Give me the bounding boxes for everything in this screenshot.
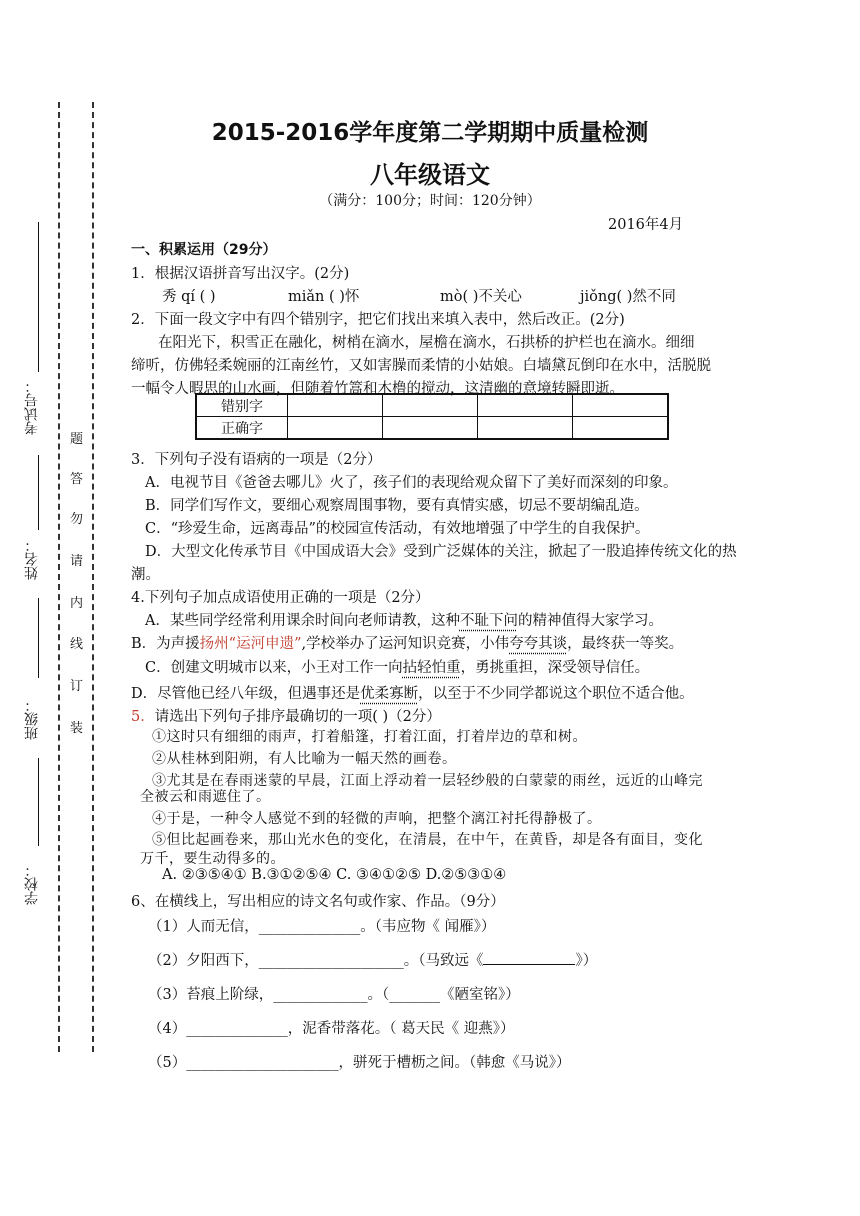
section-heading: 一、积累运用（29分）	[131, 242, 277, 258]
q4-b-text-end: ，最终获一等奖。	[567, 636, 684, 652]
q2-row-label-wrong: 错别字	[196, 394, 288, 417]
q1-item-2[interactable]: miǎn ( )怀	[288, 289, 360, 305]
q2-cell[interactable]	[573, 394, 669, 417]
q5-sentence-3-line-1: ③尤其是在春雨迷蒙的早晨，江面上浮动着一层轻纱般的白蒙蒙的雨丝，远近的山峰完	[152, 773, 703, 789]
q2-cell[interactable]	[383, 394, 478, 417]
q2-row-label-correct: 正确字	[196, 417, 288, 440]
seal-char-4: 请	[70, 554, 84, 569]
exam-no-label: 考试号：	[24, 379, 40, 435]
q4-d-text: D．尽管他已经八年级，但遇事还是	[131, 686, 361, 702]
q4-c-text-end: ，勇挑重担，深受领导信任。	[460, 660, 650, 676]
q6-line-2-end: 》）	[575, 953, 598, 969]
q1-item-3[interactable]: mò( )不关心	[440, 289, 522, 305]
school-label: 学校：	[24, 863, 40, 905]
q3-option-d-line-1[interactable]: D．大型文化传承节目《中国成语大会》受到广泛媒体的关注，掀起了一股追捧传统文化的热	[145, 544, 737, 560]
q2-cell[interactable]	[288, 417, 383, 440]
q4-b-text: B．为声援	[131, 636, 200, 652]
class-underline	[38, 598, 39, 678]
q3-option-b[interactable]: B．同学们写作文，要细心观察周围事物，要有真情实感，切忌不要胡编乱造。	[145, 498, 649, 514]
q3-option-a[interactable]: A．电视节目《爸爸去哪儿》火了，孩子们的表现给观众留下了美好而深刻的印象。	[145, 475, 678, 491]
q6-line-2-text: （2）夕阳西下，____________________。（马致远《	[148, 953, 484, 969]
seal-char-2: 答	[70, 472, 84, 487]
q4-c-idiom: 拈轻怕重	[402, 660, 461, 676]
q2-cell[interactable]	[288, 394, 383, 417]
exam-no-underline	[38, 222, 39, 372]
q2-para-line-2: 缔听，仿佛轻柔婉丽的江南丝竹，又如害臊而柔情的小姑娘。白墙黛瓦倒印在水中，活脱脱	[131, 358, 711, 374]
q5-sentence-5-line-2: 万千，要生动得多的。	[140, 851, 285, 867]
q5-sentence-3-line-2: 全被云和雨遮住了。	[140, 789, 271, 805]
q5-sentence-1: ①这时只有细细的雨声，打着船篷，打着江面，打着岸边的草和树。	[152, 729, 587, 745]
q2-cell[interactable]	[383, 417, 478, 440]
q2-answer-table	[195, 393, 669, 440]
q2-para-line-3: 一幅令人暇思的山水画，但随着竹篙和木橹的搅动，这清幽的意境转瞬即逝。	[131, 381, 624, 397]
class-label: 班级：	[24, 698, 40, 740]
q4-b-highlight: 扬州“运河申遗”	[199, 636, 302, 652]
exam-date: 2016年4月	[608, 217, 684, 233]
q3-option-c[interactable]: C．“珍爱生命，远离毒品”的校园宣传活动，有效地增强了中学生的自我保护。	[145, 521, 650, 537]
q3-option-d-line-2: 潮。	[131, 567, 160, 583]
q1-item-1[interactable]: 秀 qí ( )	[162, 289, 216, 305]
q2-cell[interactable]	[478, 417, 573, 440]
q5-stem	[131, 705, 441, 726]
q4-c-text: C．创建文明城市以来，小王对工作一向	[145, 660, 403, 676]
q6-line-5[interactable]: （5）_____________________，骈死于槽枥之间。（韩愈《马说》）	[148, 1055, 571, 1071]
q6-line-4[interactable]: （4）______________，泥香带落花。（ 葛天民《 迎燕》）	[148, 1021, 515, 1037]
school-underline	[38, 758, 39, 846]
q5-options[interactable]: A. ②③⑤④① B.③①②⑤④ C. ③④①②⑤ D.②⑤③①④	[162, 867, 507, 883]
binding-line-outer	[58, 102, 60, 1052]
page-subtitle: 八年级语文	[370, 161, 490, 189]
q4-option-b[interactable]	[131, 632, 683, 653]
q2-cell[interactable]	[573, 417, 669, 440]
name-label: 姓名：	[24, 538, 40, 580]
q5-number: 5．	[131, 709, 155, 725]
q4-a-text: A．某些同学经常利用课余时间向老师请教，这种	[145, 613, 460, 629]
q4-stem: 4.下列句子加点成语使用正确的一项是（2分）	[131, 590, 430, 606]
q4-a-idiom: 不耻下问	[459, 613, 518, 629]
q5-stem-text: 请选出下列句子排序最确切的一项( )（2分）	[154, 709, 441, 725]
q6-line-2-blank[interactable]	[483, 950, 575, 965]
page-title: 2015-2016学年度第二学期期中质量检测	[211, 120, 649, 146]
exam-meta: （满分：100分；时间：120分钟）	[319, 193, 541, 209]
q1-item-4[interactable]: jiǒng( )然不同	[580, 289, 676, 305]
q2-cell[interactable]	[478, 394, 573, 417]
q5-sentence-5-line-1: ⑤但比起画卷来，那山光水色的变化，在清晨，在中午，在黄昏，却是各有面目，变化	[152, 832, 703, 848]
q4-d-idiom: 优柔寡断	[360, 686, 419, 702]
name-underline	[38, 455, 39, 530]
q4-b-idiom: 夸夸其谈	[509, 636, 568, 652]
q4-d-text-end: ，以至于不少同学都说这个职位不适合他。	[418, 686, 694, 702]
q5-sentence-2: ②从桂林到阳朔，有人比喻为一幅天然的画卷。	[152, 751, 457, 767]
q4-a-text-end: 的精神值得大家学习。	[517, 613, 663, 629]
q1-stem: 1．根据汉语拼音写出汉字。(2分)	[131, 266, 350, 282]
q3-stem: 3．下列句子没有语病的一项是（2分）	[131, 452, 382, 468]
seal-char-8: 装	[70, 721, 84, 736]
q6-line-1[interactable]: （1）人而无信，______________。（韦应物《 闻雁》）	[148, 919, 496, 935]
q4-option-d[interactable]	[131, 682, 694, 703]
q6-line-2[interactable]	[148, 949, 597, 970]
q5-sentence-4: ④于是，一种令人感觉不到的轻微的声响，把整个漓江衬托得静极了。	[152, 811, 602, 827]
q4-b-text-mid: ,学校举办了运河知识竞赛，小伟	[301, 636, 510, 652]
seal-char-6: 线	[70, 637, 84, 652]
q4-option-c[interactable]	[145, 656, 649, 677]
q2-para-line-1: 在阳光下，积雪正在融化，树梢在滴水，屋檐在滴水，石拱桥的护栏也在滴水。细细	[158, 335, 695, 351]
q2-stem: 2．下面一段文字中有四个错别字，把它们找出来填入表中，然后改正。(2分)	[131, 312, 625, 328]
q6-line-3[interactable]: （3）苔痕上阶绿，_____________。（_______《陋室铭》）	[148, 987, 520, 1003]
binding-line-inner	[92, 102, 94, 1052]
seal-char-1: 题	[70, 432, 84, 447]
seal-char-7: 订	[70, 679, 84, 694]
q6-stem: 6、在横线上，写出相应的诗文名句或作家、作品。（9分）	[131, 894, 505, 910]
q4-option-a[interactable]	[145, 609, 663, 630]
seal-char-3: 勿	[70, 512, 84, 527]
seal-char-5: 内	[70, 596, 84, 611]
